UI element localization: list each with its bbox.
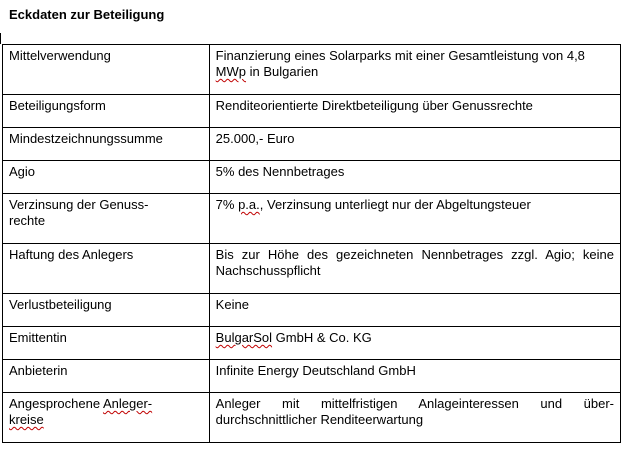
row-label: Anbieterin bbox=[3, 360, 210, 393]
value-text: Finanzierung eines Solarparks mit einer Gesamtleistung von 4,8 bbox=[215, 48, 585, 63]
row-value: Infinite Energy Deutschland GmbH bbox=[209, 360, 620, 393]
table-row bbox=[3, 95, 621, 128]
row-label: Haftung des Anlegers bbox=[3, 244, 210, 294]
spellcheck-word: Anleger-kreise bbox=[9, 396, 153, 427]
value-text: GmbH & Co. KG bbox=[272, 330, 372, 345]
table-row bbox=[3, 45, 621, 95]
text-cursor-marker bbox=[0, 33, 1, 44]
key-facts-table bbox=[2, 44, 621, 443]
table-row bbox=[3, 194, 621, 244]
row-value bbox=[209, 327, 620, 360]
table-row bbox=[3, 294, 621, 327]
spellcheck-word: p.a. bbox=[238, 197, 260, 212]
row-label: Mindestzeichnungssumme bbox=[3, 128, 210, 161]
table-row bbox=[3, 360, 621, 393]
row-label bbox=[3, 393, 210, 443]
row-label: Beteiligungsform bbox=[3, 95, 210, 128]
label-text: Angesprochene bbox=[9, 396, 103, 411]
row-value: Anleger mit mittelfristigen Anlageinteressen und über-durchschnittlicher Renditeerwartung bbox=[209, 393, 620, 443]
row-label: Emittentin bbox=[3, 327, 210, 360]
spellcheck-word: MWp bbox=[215, 64, 247, 79]
value-text: 7% bbox=[215, 197, 239, 212]
table-row bbox=[3, 128, 621, 161]
row-value: 5% des Nennbetrages bbox=[209, 161, 620, 194]
row-value: Keine bbox=[209, 294, 620, 327]
table-row bbox=[3, 244, 621, 294]
table-row bbox=[3, 327, 621, 360]
value-text: in Bulgarien bbox=[246, 64, 319, 79]
row-value bbox=[209, 194, 620, 244]
row-label: Mittelverwendung bbox=[3, 45, 210, 95]
document-title: Eckdaten zur Beteiligung bbox=[9, 7, 165, 22]
row-value: Bis zur Höhe des gezeichneten Nennbetrages zzgl. Agio; keine Nachschusspflicht bbox=[209, 244, 620, 294]
row-label: Agio bbox=[3, 161, 210, 194]
row-value bbox=[209, 45, 620, 95]
spellcheck-word: BulgarSol bbox=[215, 330, 273, 345]
row-value: Renditeorientierte Direktbeteiligung über Genussrechte bbox=[209, 95, 620, 128]
row-label: Verzinsung der Genuss-rechte bbox=[3, 194, 210, 244]
value-text: , Verzinsung unterliegt nur der Abgeltungsteuer bbox=[259, 197, 531, 212]
row-label: Verlustbeteiligung bbox=[3, 294, 210, 327]
row-value: 25.000,- Euro bbox=[209, 128, 620, 161]
table-row bbox=[3, 393, 621, 443]
table-row bbox=[3, 161, 621, 194]
